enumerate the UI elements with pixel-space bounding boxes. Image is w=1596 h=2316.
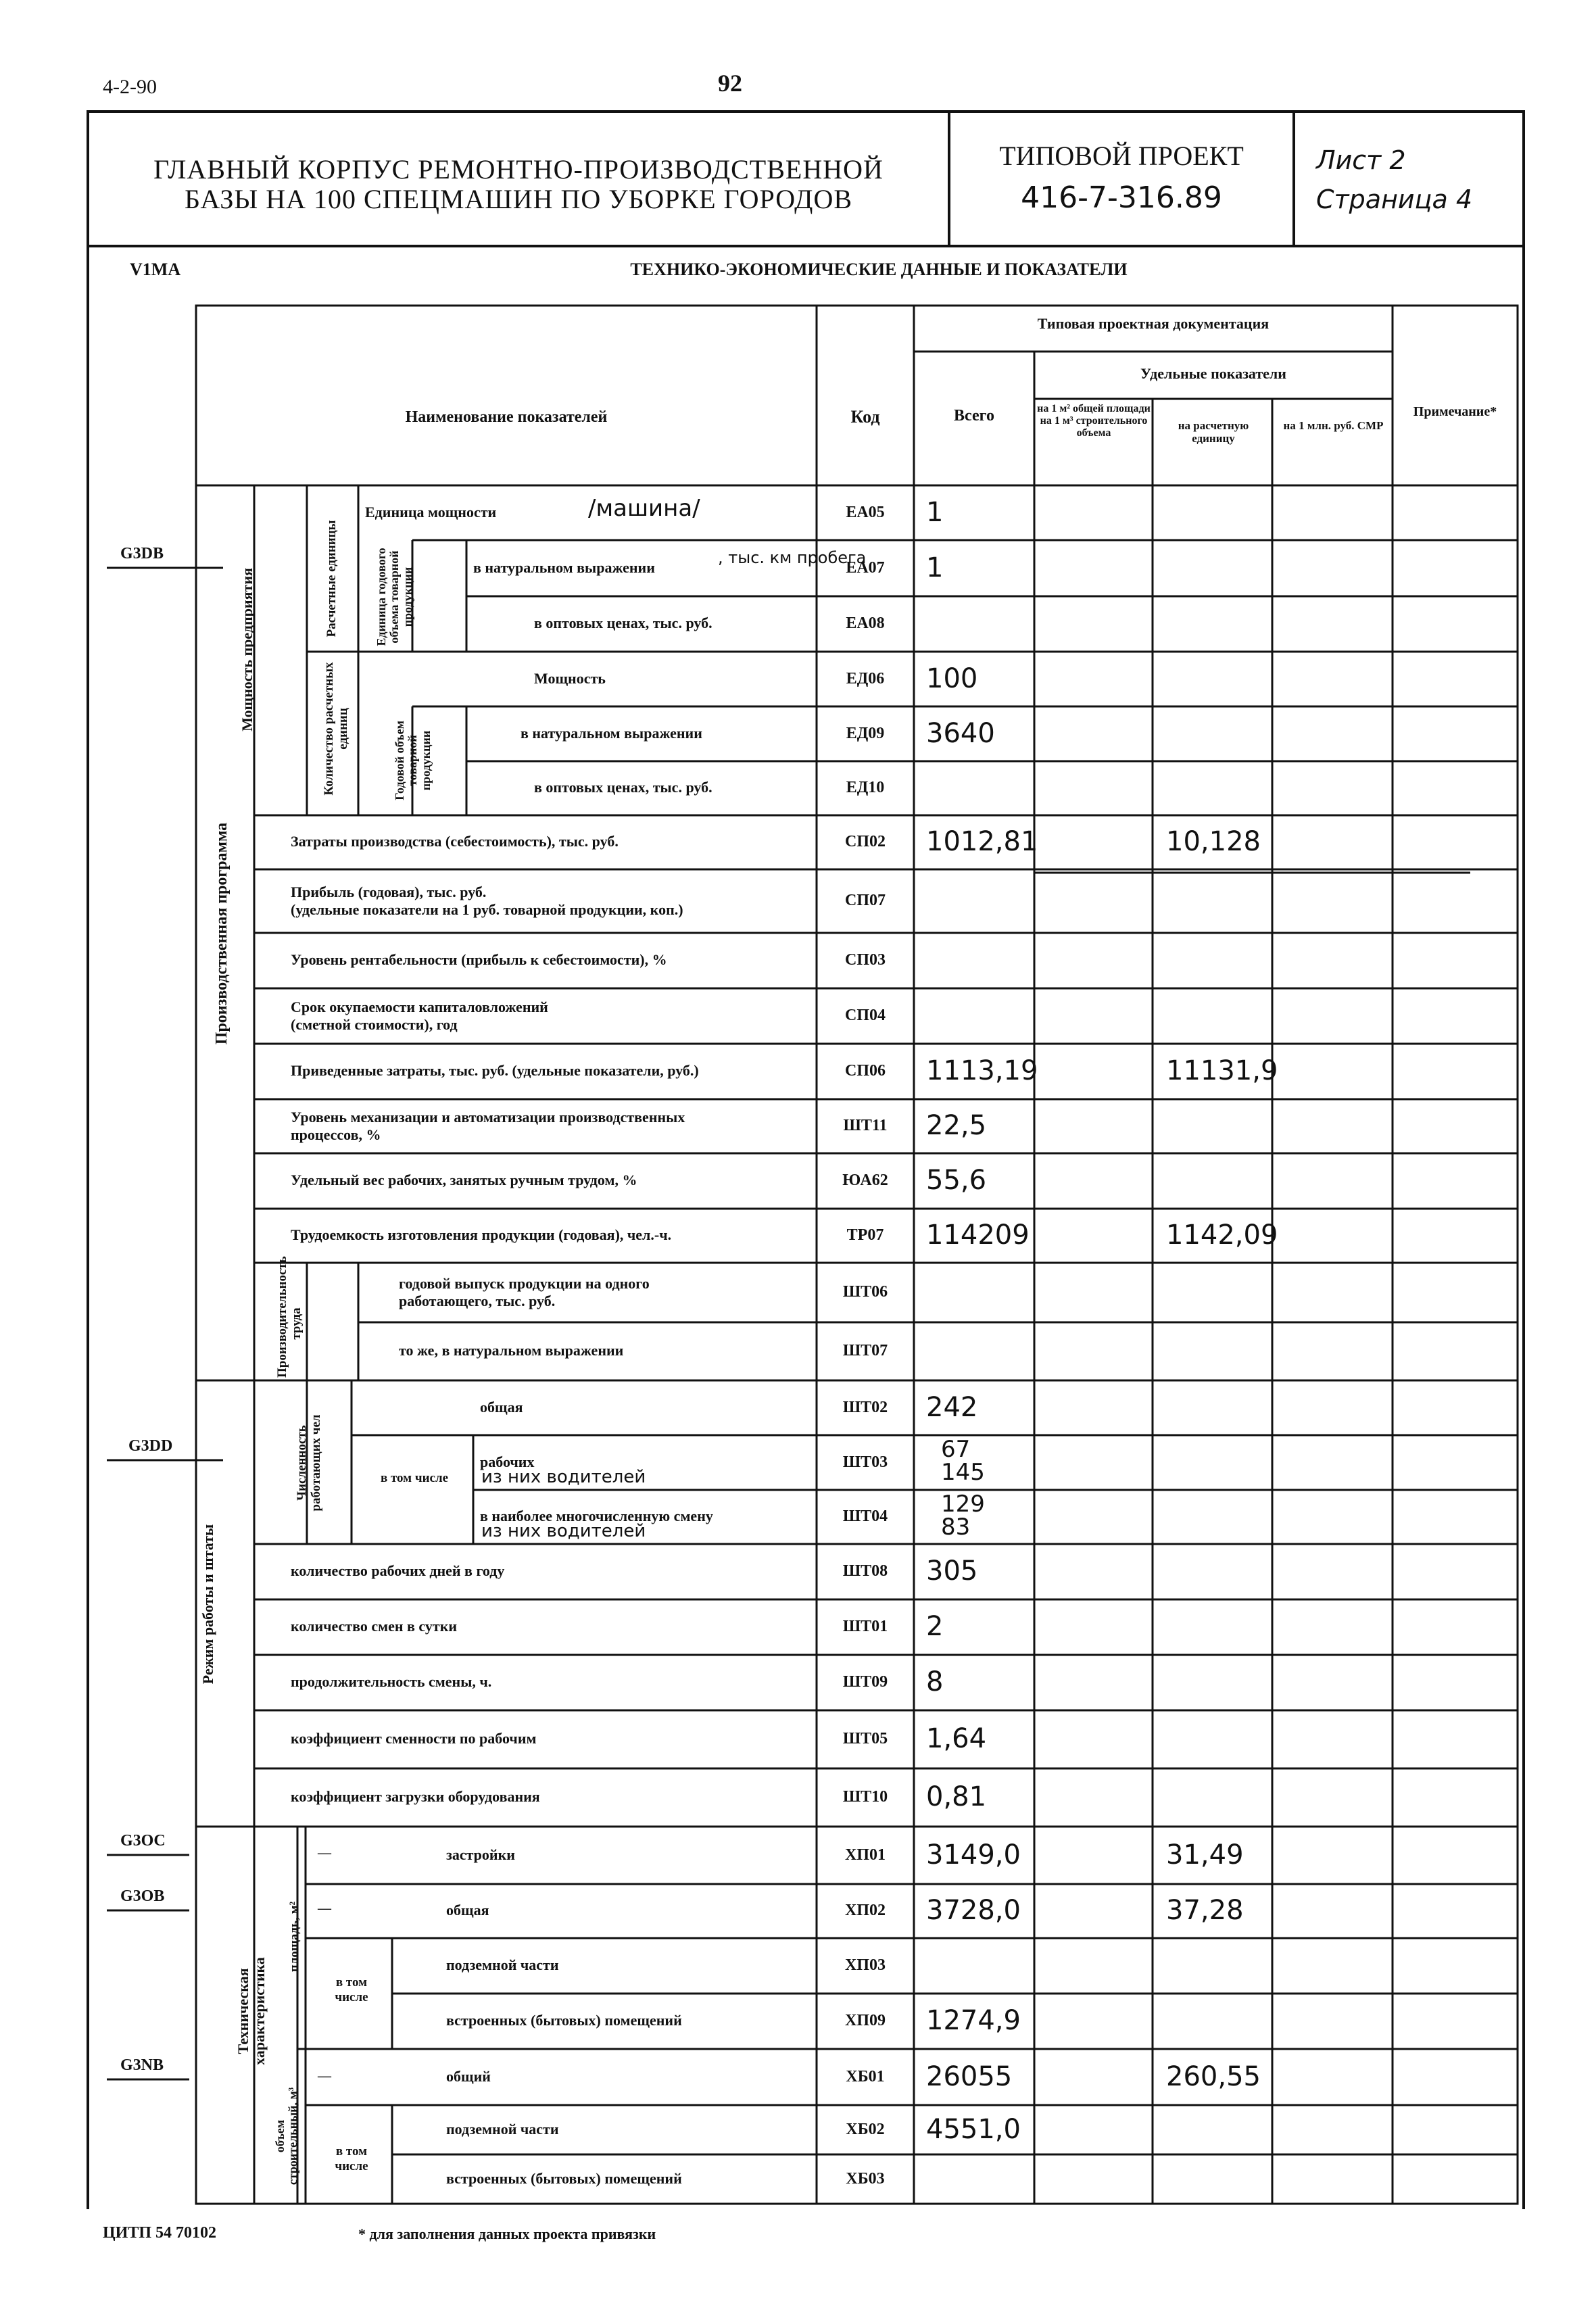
group-production-program: Производственная программа — [213, 822, 231, 1045]
row-code: ХП09 — [845, 2012, 886, 2029]
row-per-unit: 11131,9 — [1166, 1055, 1278, 1086]
row-total: 3149,0 — [926, 1839, 1021, 1871]
row-total: 4551,0 — [926, 2113, 1021, 2145]
row-code: ХБ01 — [846, 2067, 885, 2085]
row-code: СП07 — [845, 892, 886, 909]
row-name: годовой выпуск продукции на одного — [399, 1275, 650, 1292]
row-name: общая — [480, 1398, 523, 1416]
row-name: количество смен в сутки — [291, 1618, 458, 1635]
row-name: общая — [446, 1902, 489, 1919]
side-code: G3OC — [120, 1832, 166, 1850]
group-area: площадь, м² — [287, 1901, 301, 1973]
group-building-volume: объем строительный, м³ — [273, 2087, 300, 2186]
row-name: Прибыль (годовая), тыс. руб. — [291, 884, 487, 900]
header-name: Наименование показателей — [405, 408, 608, 426]
row-code: ШТ10 — [842, 1788, 888, 1806]
row-name: в наиболее многочисленную смену — [480, 1507, 713, 1524]
row-total: 1 — [926, 552, 944, 583]
row-name: в натуральном выражении — [521, 724, 702, 742]
stamp-sheet: Лист 2 — [1316, 145, 1406, 175]
group-enterprise-capacity: Мощность предприятия — [239, 568, 256, 731]
row-name: встроенных (бытовых) помещений — [446, 2012, 682, 2029]
row-code: ЕА05 — [846, 503, 885, 521]
row-total: 1274,9 — [926, 2005, 1021, 2036]
row-total: 1012,81 — [926, 826, 1038, 857]
row-total: 129 — [941, 1491, 985, 1518]
header-typical: Типовая проектная документация — [1037, 315, 1269, 332]
incl-label-volume: в том числе — [335, 2144, 368, 2173]
row-name-handwritten: /машина/ — [588, 495, 700, 522]
row-code: ШТ07 — [842, 1342, 888, 1359]
row-code: ШТ11 — [843, 1117, 888, 1134]
header-specific: Удельные показатели — [1140, 365, 1286, 382]
row-name: продолжительность смены, ч. — [291, 1673, 492, 1690]
group-calc-units-count: Количество расчетных единиц — [322, 662, 350, 796]
row-code: ШТ09 — [842, 1673, 888, 1691]
side-code: G3NB — [120, 2056, 164, 2074]
row-name: Приведенные затраты, тыс. руб. (удельные показатели, руб.) — [291, 1062, 699, 1079]
header-per-unit: на расчетную единицу — [1178, 419, 1249, 445]
row-code: СП02 — [845, 833, 886, 850]
row-name-handwritten: , тыс. км пробега — [718, 548, 867, 567]
row-total: 3728,0 — [926, 1895, 1021, 1926]
row-per-unit: 31,49 — [1166, 1839, 1244, 1871]
row-name: подземной части — [446, 2120, 559, 2138]
header-per-mln: на 1 млн. руб. СМР — [1283, 419, 1384, 432]
row-code: ТР07 — [846, 1226, 884, 1244]
header-total: Всего — [954, 407, 994, 425]
row-total: 114209 — [926, 1220, 1030, 1251]
row-per-unit: 37,28 — [1166, 1895, 1244, 1926]
incl-label-area: в том числе — [335, 1975, 368, 2004]
row-total: 242 — [926, 1391, 978, 1423]
row-code: СП04 — [845, 1007, 886, 1024]
doc-number: 4-2-90 — [103, 76, 157, 98]
row-code: ШТ01 — [842, 1618, 888, 1635]
table-caption: ТЕХНИКО-ЭКОНОМИЧЕСКИЕ ДАННЫЕ И ПОКАЗАТЕЛИ — [630, 260, 1128, 279]
row-name-handwritten: из них водителей — [481, 1467, 646, 1487]
row-name-line2: (сметной стоимости), год — [291, 1016, 458, 1033]
row-name: то же, в натуральном выражении — [399, 1342, 624, 1359]
row-code: ХП02 — [845, 1902, 886, 1919]
row-name: коэффициент сменности по рабочим — [291, 1730, 537, 1747]
row-code: ЕД10 — [846, 779, 885, 796]
stamp-page: Страница 4 — [1316, 185, 1473, 214]
group-annual-output-volume: Годовой объем товарной продукции — [393, 721, 433, 800]
row-name: Трудоемкость изготовления продукции (годовая), чел.-ч. — [291, 1226, 672, 1243]
row-name: Удельный вес рабочих, занятых ручным трудом, % — [291, 1172, 637, 1188]
stamp-project-number: 416-7-316.89 — [1021, 180, 1222, 215]
row-name: в оптовых ценах, тыс. руб. — [534, 779, 712, 796]
row-name-handwritten: из них водителей — [481, 1521, 646, 1541]
stamp-title-line1: ГЛАВНЫЙ КОРПУС РЕМОНТНО-ПРОИЗВОДСТВЕННОЙ — [153, 154, 884, 185]
group-annual-output-unit: Единица годового объема товарной продукции — [374, 548, 414, 646]
row-name: Срок окупаемости капиталовложений — [291, 998, 548, 1015]
row-name: Уровень рентабельности (прибыль к себестоимости), % — [291, 951, 667, 968]
row-name: в оптовых ценах, тыс. руб. — [534, 614, 712, 631]
row-total-2: 83 — [941, 1514, 971, 1541]
row-code: ШТ06 — [842, 1283, 888, 1301]
dash-mark: — — [318, 1901, 331, 1916]
row-code: ХП01 — [845, 1845, 886, 1864]
row-name: общий — [446, 2067, 491, 2085]
side-code: G3DD — [128, 1437, 173, 1455]
group-work-mode: Режим работы и штаты — [199, 1524, 216, 1685]
row-code: ЮА62 — [842, 1172, 888, 1189]
row-per-unit: 1142,09 — [1166, 1220, 1278, 1251]
row-total: 55,6 — [926, 1165, 987, 1196]
row-name-line2: работающего, тыс. руб. — [399, 1293, 556, 1309]
row-name: в натуральном выражении — [473, 558, 655, 576]
row-total: 305 — [926, 1555, 978, 1587]
footnote: * для заполнения данных проекта привязки — [358, 2225, 656, 2242]
group-tech-char: Техническая характеристика — [235, 1957, 268, 2065]
row-name: встроенных (бытовых) помещений — [446, 2169, 682, 2187]
row-per-unit: 260,55 — [1166, 2060, 1261, 2092]
row-name: рабочих — [480, 1453, 535, 1470]
row-name: количество рабочих дней в году — [291, 1562, 505, 1579]
row-total: 100 — [926, 662, 978, 694]
footer-code: ЦИТП 54 70102 — [103, 2224, 217, 2242]
dash-mark: — — [318, 2069, 331, 2083]
row-code: ШТ08 — [842, 1562, 888, 1580]
row-total: 1 — [926, 496, 944, 528]
row-code: СП06 — [845, 1062, 886, 1080]
dash-mark: — — [318, 1845, 331, 1860]
row-per-unit: 10,128 — [1166, 826, 1261, 857]
row-code: ХП03 — [845, 1956, 886, 1974]
row-total: 22,5 — [926, 1110, 987, 1141]
header-per-m2: на 1 м² общей площади на 1 м³ строительного объема — [1037, 403, 1151, 439]
row-total: 1,64 — [926, 1723, 987, 1754]
row-code: ЕА08 — [846, 614, 885, 632]
stamp-title-line2: БАЗЫ НА 100 СПЕЦМАШИН ПО УБОРКЕ ГОРОДОВ — [184, 184, 853, 214]
row-name: коэффициент загрузки оборудования — [291, 1788, 540, 1805]
stamp-project-label: ТИПОВОЙ ПРОЕКТ — [999, 141, 1244, 171]
row-code: ХБ02 — [846, 2120, 885, 2138]
side-code: G3DB — [120, 545, 164, 562]
row-total: 2 — [926, 1611, 944, 1642]
group-calc-units: Расчетные единицы — [324, 520, 339, 637]
group-labor-productivity: Производительность труда — [275, 1256, 304, 1378]
row-total: 1113,19 — [926, 1055, 1038, 1086]
row-code: ШТ02 — [842, 1398, 888, 1416]
group-workers-count: Численность работающих чел — [295, 1414, 323, 1512]
row-name: Мощность — [534, 669, 606, 687]
row-code: ЕД09 — [846, 724, 885, 742]
row-code: ШТ03 — [842, 1453, 888, 1471]
row-total: 26055 — [926, 2060, 1013, 2092]
row-name: Затраты производства (себестоимость), тыс. руб. — [291, 833, 619, 850]
row-total: 0,81 — [926, 1781, 987, 1812]
row-code: ШТ04 — [842, 1507, 888, 1525]
side-code: G3OB — [120, 1887, 165, 1905]
row-code: ЕД06 — [846, 669, 885, 687]
row-name-line2: процессов, % — [291, 1126, 381, 1143]
row-code: ЕА07 — [846, 558, 885, 577]
header-code: Код — [850, 407, 880, 427]
row-name: Единица мощности — [365, 503, 497, 521]
row-code: СП03 — [845, 951, 886, 969]
section-code: V1MA — [130, 260, 181, 279]
row-code: ХБ03 — [846, 2169, 885, 2188]
row-name: Уровень механизации и автоматизации производственных — [291, 1109, 685, 1126]
row-total: 8 — [926, 1666, 944, 1697]
row-name: застройки — [446, 1845, 515, 1863]
row-total: 67 — [941, 1436, 971, 1463]
row-total: 3640 — [926, 717, 995, 749]
row-name-line2: (удельные показатели на 1 руб. товарной продукции, коп.) — [291, 901, 683, 918]
row-total-2: 145 — [941, 1459, 985, 1486]
page-number: 92 — [718, 70, 742, 97]
row-code: ШТ05 — [842, 1730, 888, 1747]
header-note: Примечание* — [1413, 404, 1497, 419]
row-name: подземной части — [446, 1956, 559, 1973]
incl-label-workers: в том числе — [380, 1471, 449, 1485]
